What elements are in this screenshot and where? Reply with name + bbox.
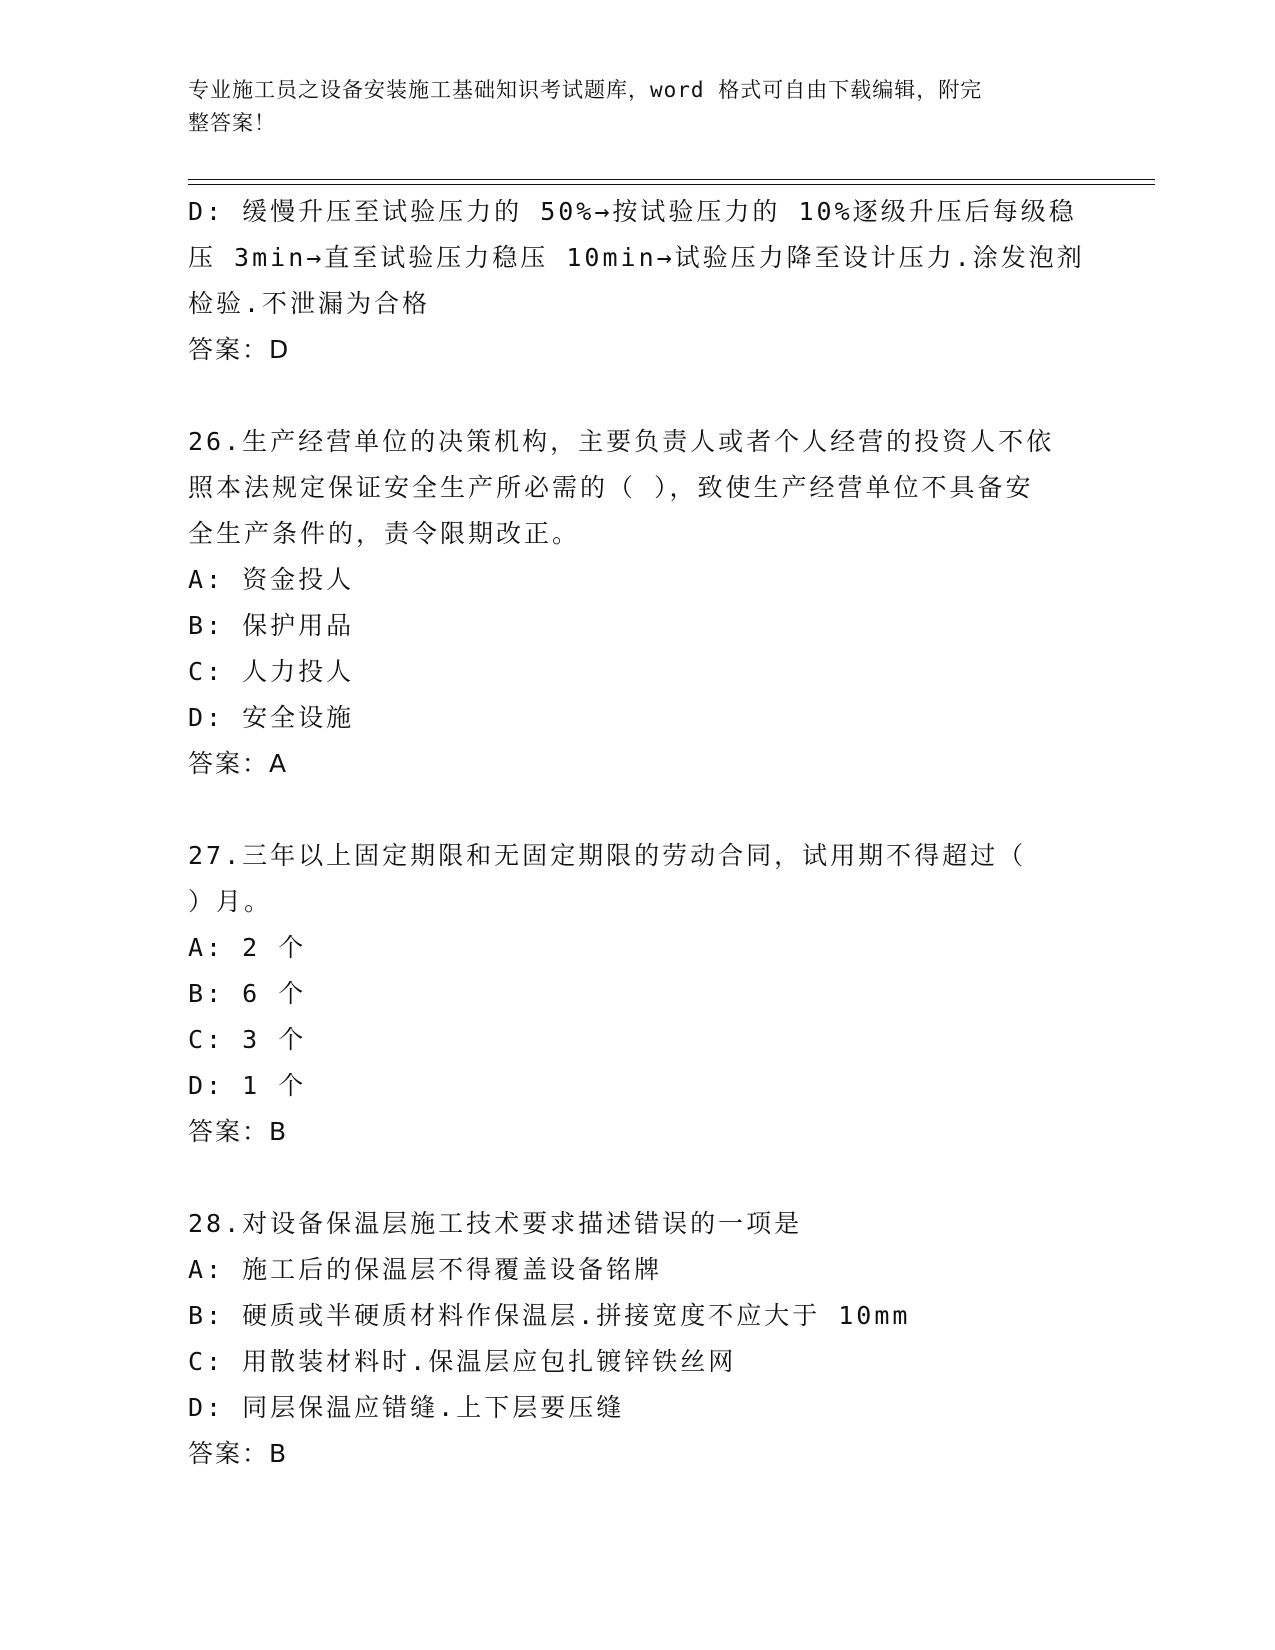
answer: 答案：B [188, 1439, 289, 1468]
header-rule-top [188, 179, 1155, 180]
question-28 [188, 1201, 1078, 1477]
question-stem-line: 28.对设备保温层施工技术要求描述错误的一项是 [188, 1209, 803, 1238]
header-line-2: 整答案！ [188, 111, 276, 135]
question-26 [188, 419, 1078, 787]
answer: 答案：A [188, 749, 289, 778]
question-27 [188, 833, 1078, 1155]
option-c: C: 人力投人 [188, 657, 355, 686]
question-stem-line: 27.三年以上固定期限和无固定期限的劳动合同，试用期不得超过（ [188, 841, 1027, 870]
option-c: C: 用散装材料时.保温层应包扎镀锌铁丝网 [188, 1347, 737, 1376]
question-stem-line: 照本法规定保证安全生产所必需的（ ），致使生产经营单位不具备安 [188, 473, 1034, 502]
question-stem-line: ）月。 [188, 887, 273, 916]
document-header [188, 74, 1068, 140]
option-c: C: 3 个 [188, 1025, 307, 1054]
question-25-tail [188, 189, 1085, 373]
option-b: B: 硬质或半硬质材料作保温层.拼接宽度不应大于 10mm [188, 1301, 911, 1330]
option-a: A: 资金投人 [188, 565, 355, 594]
option-d-line-3: 检验.不泄漏为合格 [188, 289, 431, 318]
option-b: B: 保护用品 [188, 611, 355, 640]
option-b: B: 6 个 [188, 979, 307, 1008]
option-d: D: 1 个 [188, 1071, 307, 1100]
question-stem-line: 全生产条件的，责令限期改正。 [188, 519, 581, 548]
option-d-line-1: D: 缓慢升压至试验压力的 50%→按试验压力的 10%逐级升压后每级稳 [188, 197, 1077, 226]
header-line-1: 专业施工员之设备安装施工基础知识考试题库，word 格式可自由下载编辑，附完 [188, 78, 983, 102]
question-content [188, 189, 1085, 1477]
answer: 答案：B [188, 1117, 289, 1146]
option-d-line-2: 压 3min→直至试验压力稳压 10min→试验压力降至设计压力.涂发泡剂 [188, 243, 1085, 272]
option-a: A: 2 个 [188, 933, 307, 962]
option-a: A: 施工后的保温层不得覆盖设备铭牌 [188, 1255, 663, 1284]
option-d: D: 安全设施 [188, 703, 355, 732]
header-rule-bottom [188, 184, 1155, 185]
question-stem-line: 26.生产经营单位的决策机构，主要负责人或者个人经营的投资人不依 [188, 427, 1055, 456]
option-d: D: 同层保温应错缝.上下层要压缝 [188, 1393, 625, 1422]
answer: 答案：D [188, 335, 291, 364]
